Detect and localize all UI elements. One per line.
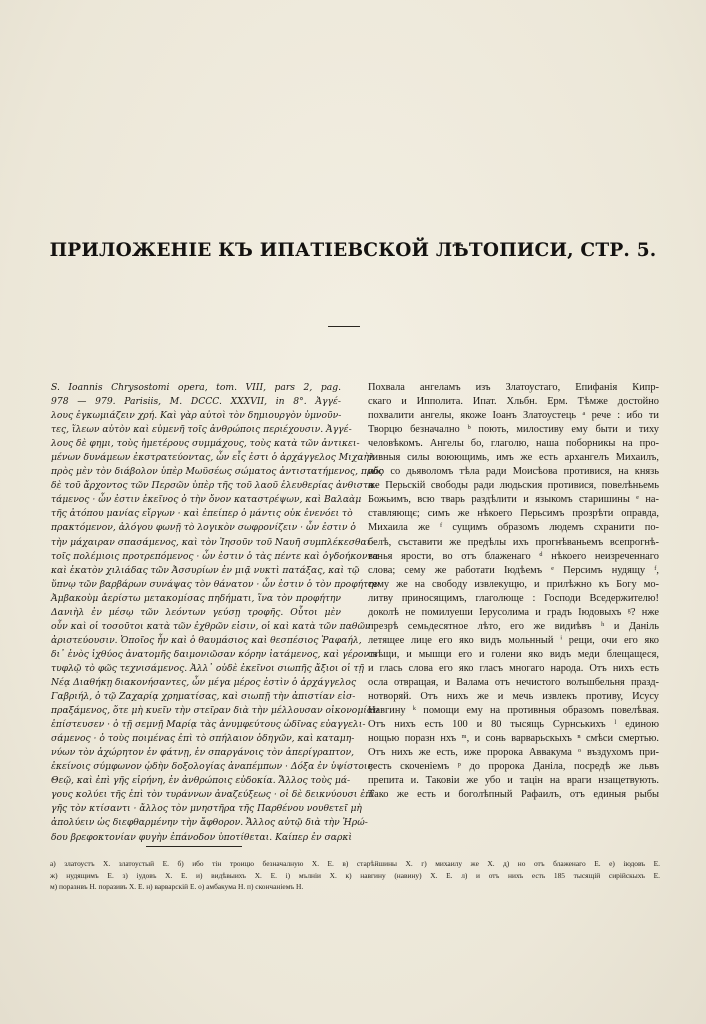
greek-text-line: μένων δυνάμεων ἐκστρατεύοντας, ὧν εἷς ἐστι ὁ ἀρχάγγελος Μιχαὴλ xyxy=(51,452,375,464)
greek-text-line: τυφλῷ τὸ φῶς τεχνισάμενος. Ἀλλ᾽ οὐδὲ ἐκεῖνοι σιωπῆς ἄξιοι οἱ τῇ xyxy=(51,662,365,674)
greek-text-line: Θεῷ, καὶ ἐπὶ γῆς εἰρήνη, ἐν ἀνθρώποις εὐδοκία. Ἄλλος τοὺς μά- xyxy=(51,775,351,787)
greek-text-line: Ἀμβακοὺμ ἀερίστω μετακομίσας πηδήματι, ἵνα τὸν προφήτην xyxy=(51,592,341,604)
slavonic-text-line: Отъ нихъ есть 100 и 80 тысящь Сурнськихъ ˡ единою xyxy=(368,719,659,731)
slavonic-text-line: скаго и Ипполита. Ипат. Хльбн. Ерм. Тѣмже достойно xyxy=(368,396,659,408)
slavonic-text-line: ибо со дьяволомъ тѣла ради Моисѣова противися, на князь xyxy=(368,466,659,478)
greek-text-line: νύων τὸν ἀχώρητον ἐν φάτνῃ, ἐν σπαργάνοις τὸν ἀπερίγραπτον, xyxy=(51,747,355,759)
slavonic-text-line: похвалити ангелы, якоже Іоанъ Златоустець ᵃ рече : ибо ти xyxy=(368,410,659,422)
footnote-line: м) поразнвъ Н. поразивъ Х. Е. н) варварскій Е. о) амбакума Н. п) скончаніемъ Н. xyxy=(50,882,304,891)
greek-text-line: τες, ἵλεων αὐτὸν καὶ εὐμενῆ τοῖς ἀνθρώποις περιέχουσιν. Ἀγγέ- xyxy=(51,424,352,436)
greek-text-line: πρακτόμενον, ἀλόγου φωνῇ τὸ λογικὸν σωφρονίζειν · ὧν ἐστιν ὁ xyxy=(51,522,356,534)
greek-text-line: πρὸς μὲν τὸν διάβολον ὑπὲρ Μωϋσέως σώματος ἀντιστατήμενος, πρὸς xyxy=(51,466,384,478)
footnote-divider xyxy=(146,846,242,847)
slavonic-text-line: свѣщи, и мышци его и голени яко видъ меди блещащеся, xyxy=(368,648,659,660)
slavonic-text-line: ставляющє; симъ же нѣкоего Перьсимъ прозрѣти оправда, xyxy=(368,508,659,520)
greek-text-line: τῆς ἀτόπου μανίας εἴργων · καὶ ἐπείπερ ὁ μάντις οὐκ ἐνενόει τὸ xyxy=(51,508,353,520)
greek-text-line: ἀπολύειν ὡς διεφθαρμένην τὴν ἄφθορον. Ἄλλος αὐτῷ διὰ τὴν Ἡρώ- xyxy=(51,817,368,829)
greek-text-line: ἀριστεύουσιν. Ὁποῖος ἦν καὶ ὁ θαυμάσιος καὶ θεσπέσιος Ῥαφαήλ, xyxy=(51,634,362,646)
greek-text-line: σάμενος · ὁ τοὺς ποιμένας ἐπὶ τὸ σπήλαιον ὁδηγῶν, καὶ καταμη- xyxy=(51,733,355,745)
slavonic-text-line: Божьимъ, всю тварь раздѣлити и языкомъ старишины ᵉ на- xyxy=(368,494,659,506)
greek-text-line: τὴν μάχαιραν σπασάμενος, καὶ τὸν Ἰησοῦν τοῦ Ναυῆ συμπλέκεσθαι xyxy=(51,536,371,548)
greek-text-line: τοῖς πολέμιοις προτρεπόμενος · ὧν ἐστιν ὁ τὰς πέντε καὶ ὀγδοήκοντα xyxy=(51,550,379,562)
greek-text-line: ὕπνῳ τῶν βαρβάρων συνάψας τὸν θάνατον · ὧν ἐστιν ὁ τὸν προφήτην xyxy=(51,578,380,590)
greek-text-line: S. Ioannis Chrysostomi opera, tom. VIII, pars 2, pag. xyxy=(51,382,341,393)
greek-text-line: δὲ τοῦ ἄρχοντος τῶν Περσῶν ὑπὲρ τῆς τοῦ λαοῦ ἐλευθερίας ἀνθιστα- xyxy=(51,480,378,492)
slavonic-text-line: доколѣ не помилуеши Іерусолима и градъ Іюдовыхъ ᵍ? нже xyxy=(368,606,659,618)
greek-text-line: ἐκείνοις σύμφωνον ᾠδὴν δοξολογίας ἀναπέμπων · Δόξα ἐν ὑψίστοις xyxy=(51,761,373,773)
footnote-line: а) златоустъ Х. златоустый Е. б) ибо тін троицю безначалную Х. Е. в) старѣйшины Х. г) михаилу же Х. д) но отъ блаженаго Е. е) іюдовъ Е. xyxy=(50,859,660,868)
greek-text-line: λους ἐγκωμιάζειν χρή. Καὶ γὰρ αὐτοὶ τὸν δημιουργὸν ὑμνοῦν- xyxy=(51,410,342,422)
greek-text-line: λους δὲ φημι, τοὺς ἡμετέρους συμμάχους, τοὺς κατὰ τῶν ἀντικει- xyxy=(51,438,360,450)
slavonic-text-line: нощью поразн нхъ ᵐ, и сонь варварьскыхъ ⁿ смѣси смертью. xyxy=(368,733,659,745)
slavonic-text-line: слова; сему же работати Іюдѣемъ ᵉ Персимъ нудящу ᶠ, xyxy=(368,564,659,576)
slavonic-text-line: Тако же есть и боголѣпный Рафаилъ, отъ единыя рыбы xyxy=(368,789,659,801)
footnote-line: ж) нудящимъ Е. з) іудовъ Х. Е. и) видѣвыихъ Х. Е. і) мълніи Х. к) навгину (навину) Х. Е. л) и отъ нихъ есть 185 тысящій сирійскыхъ Е. xyxy=(50,870,660,880)
greek-text-line: ἐπίστευσεν · ὁ τῇ σεμνῇ Μαρίᾳ τὰς ἀνυμφεύτους ὠδῖνας εὐαγγελι- xyxy=(51,719,366,731)
greek-text-column xyxy=(51,381,384,845)
greek-text-line: Γαβριήλ, ὁ τῷ Ζαχαρίᾳ χρηματίσας, καὶ σιωπῇ τὴν ἀπιστίαν εἰσ- xyxy=(51,691,356,703)
slavonic-text-line: литву приносящимъ, глаголюще : Господи Вседержителю! xyxy=(368,592,659,604)
slavonic-text-line: ванья ярости, во отъ блаженаго ᵈ нѣкоего неизреченнаго xyxy=(368,550,659,562)
slavonic-text-line: и глась слова его яко гласъ многаго народа. Отъ нихъ есть xyxy=(368,662,659,674)
slavonic-text-line: Творцю безначално ᵇ поють, милостиву ему быти и тиху xyxy=(368,424,659,436)
slavonic-text-line: сему же на свободу извлекущю, и прилѣжно къ Богу мо- xyxy=(368,578,659,590)
slavonic-text-line: тивныя силы воюющимь, имъ же есть архангелъ Михаилъ, xyxy=(368,452,659,464)
title-divider xyxy=(328,326,360,327)
greek-text-line: δου βρεφοκτονίαν φυγὴν ἐπάνοδον ὑποτίθεται. Καίπερ ἐν σαρκὶ xyxy=(51,831,353,843)
slavonic-text-line: препита и. Таковіи же убо и тацін на враги нзащетвують. xyxy=(368,775,659,787)
slavonic-text-line: нотворяй. Отъ нихъ же и мечь извлекъ противу, Исусу xyxy=(368,691,659,703)
slavonic-text-line: презрѣ семьдесятное лѣто, его же видиѣвъ ʰ и Даніль xyxy=(368,620,659,632)
greek-text-line: δι᾽ ἑνὸς ἰχθύος ἀνατομῆς δαιμονιῶσαν κόρην ἰατάμενος, καὶ γέροντι xyxy=(51,648,378,660)
slavonic-text-line: же Перьскій свободы ради людьския противися, повелѣньемь xyxy=(368,480,659,492)
slavonic-text-line: Похвала ангеламъ изъ Златоустаго, Епифанія Кипр- xyxy=(368,382,659,393)
greek-text-line: οὖν καὶ οἱ τοσοῦτοι κατὰ τῶν ἐχθρῶν εἰσιν, οἱ καὶ κατὰ τῶν παθῶν xyxy=(51,620,371,632)
slavonic-text-column xyxy=(368,381,659,802)
slavonic-text-line: человѣкомъ. Ангелы бо, глаголю, наша поборникы на про- xyxy=(368,438,659,450)
greek-text-line: πραξάμενος, ὅτε μὴ κυεῖν τὴν στεῖραν διὰ τὴν μέλλουσαν οἰκονομίαν xyxy=(51,705,379,717)
greek-text-line: γους κολύει τῆς ἐπὶ τὸν τυράννων ἀναζεύξεως · οἱ δὲ δεικνύουσι ἐπὶ xyxy=(51,789,375,801)
slavonic-text-line: летящее лице его яко видъ мольнный ⁱ рещи, очи его яко xyxy=(368,634,659,646)
greek-text-line: Δανιὴλ ἐν μέσῳ τῶν λεόντων γεύσῃ τροφῆς. Οὗτοι μὲν xyxy=(51,606,341,618)
greek-text-line: γῆς τὸν κτίσαντι · ἄλλος τὸν μνηστῆρα τῆς Παρθένου νουθετεῖ μὴ xyxy=(51,803,362,815)
slavonic-text-line: весть скоченіемъ ᵖ до пророка Даніла, посредѣ же львъ xyxy=(368,761,659,773)
slavonic-text-line: Отъ нихъ же есть, иже пророка Аввакума ᵒ въздухомъ при- xyxy=(368,747,659,759)
slavonic-text-line: белѣ, съставити же предѣлы ихъ прогнѣваньемъ всепрогнѣ- xyxy=(368,536,659,548)
greek-text-line: Νέᾳ Διαθήκῃ διακονήσαντες, ὧν μέγα μέρος ἐστὶν ὁ ἀρχάγγελος xyxy=(51,676,357,688)
slavonic-text-line: осла отвращая, и Валама отъ нечистого волъшбельня празд- xyxy=(368,676,659,688)
footnotes xyxy=(50,858,660,893)
greek-text-line: τάμενος · ὧν ἐστιν ἐκεῖνος ὁ τὴν ὄνον καταστρέψων, καὶ Βαλαὰμ xyxy=(51,494,362,506)
slavonic-text-line: Навгину ᵏ помощи ему на противныя образомъ повелѣвая. xyxy=(368,705,659,717)
greek-text-line: καὶ ἑκατὸν χιλιάδας τῶν Ἀσσυρίων ἐν μιᾷ νυκτὶ πατάξας, καὶ τῷ xyxy=(51,564,360,576)
slavonic-text-line: Михаила же ᶠ сущимъ образомъ людемъ схранити по- xyxy=(368,522,659,534)
greek-text-line: 978 — 979. Parisiis, M. DCCC. XXXVII, in 8°. Ἀγγέ- xyxy=(51,396,341,408)
page-title: ПРИЛОЖЕНІЕ КЪ ИПАТІЕВСКОЙ ЛѢТОПИСИ, СТР. 5. xyxy=(49,240,657,261)
